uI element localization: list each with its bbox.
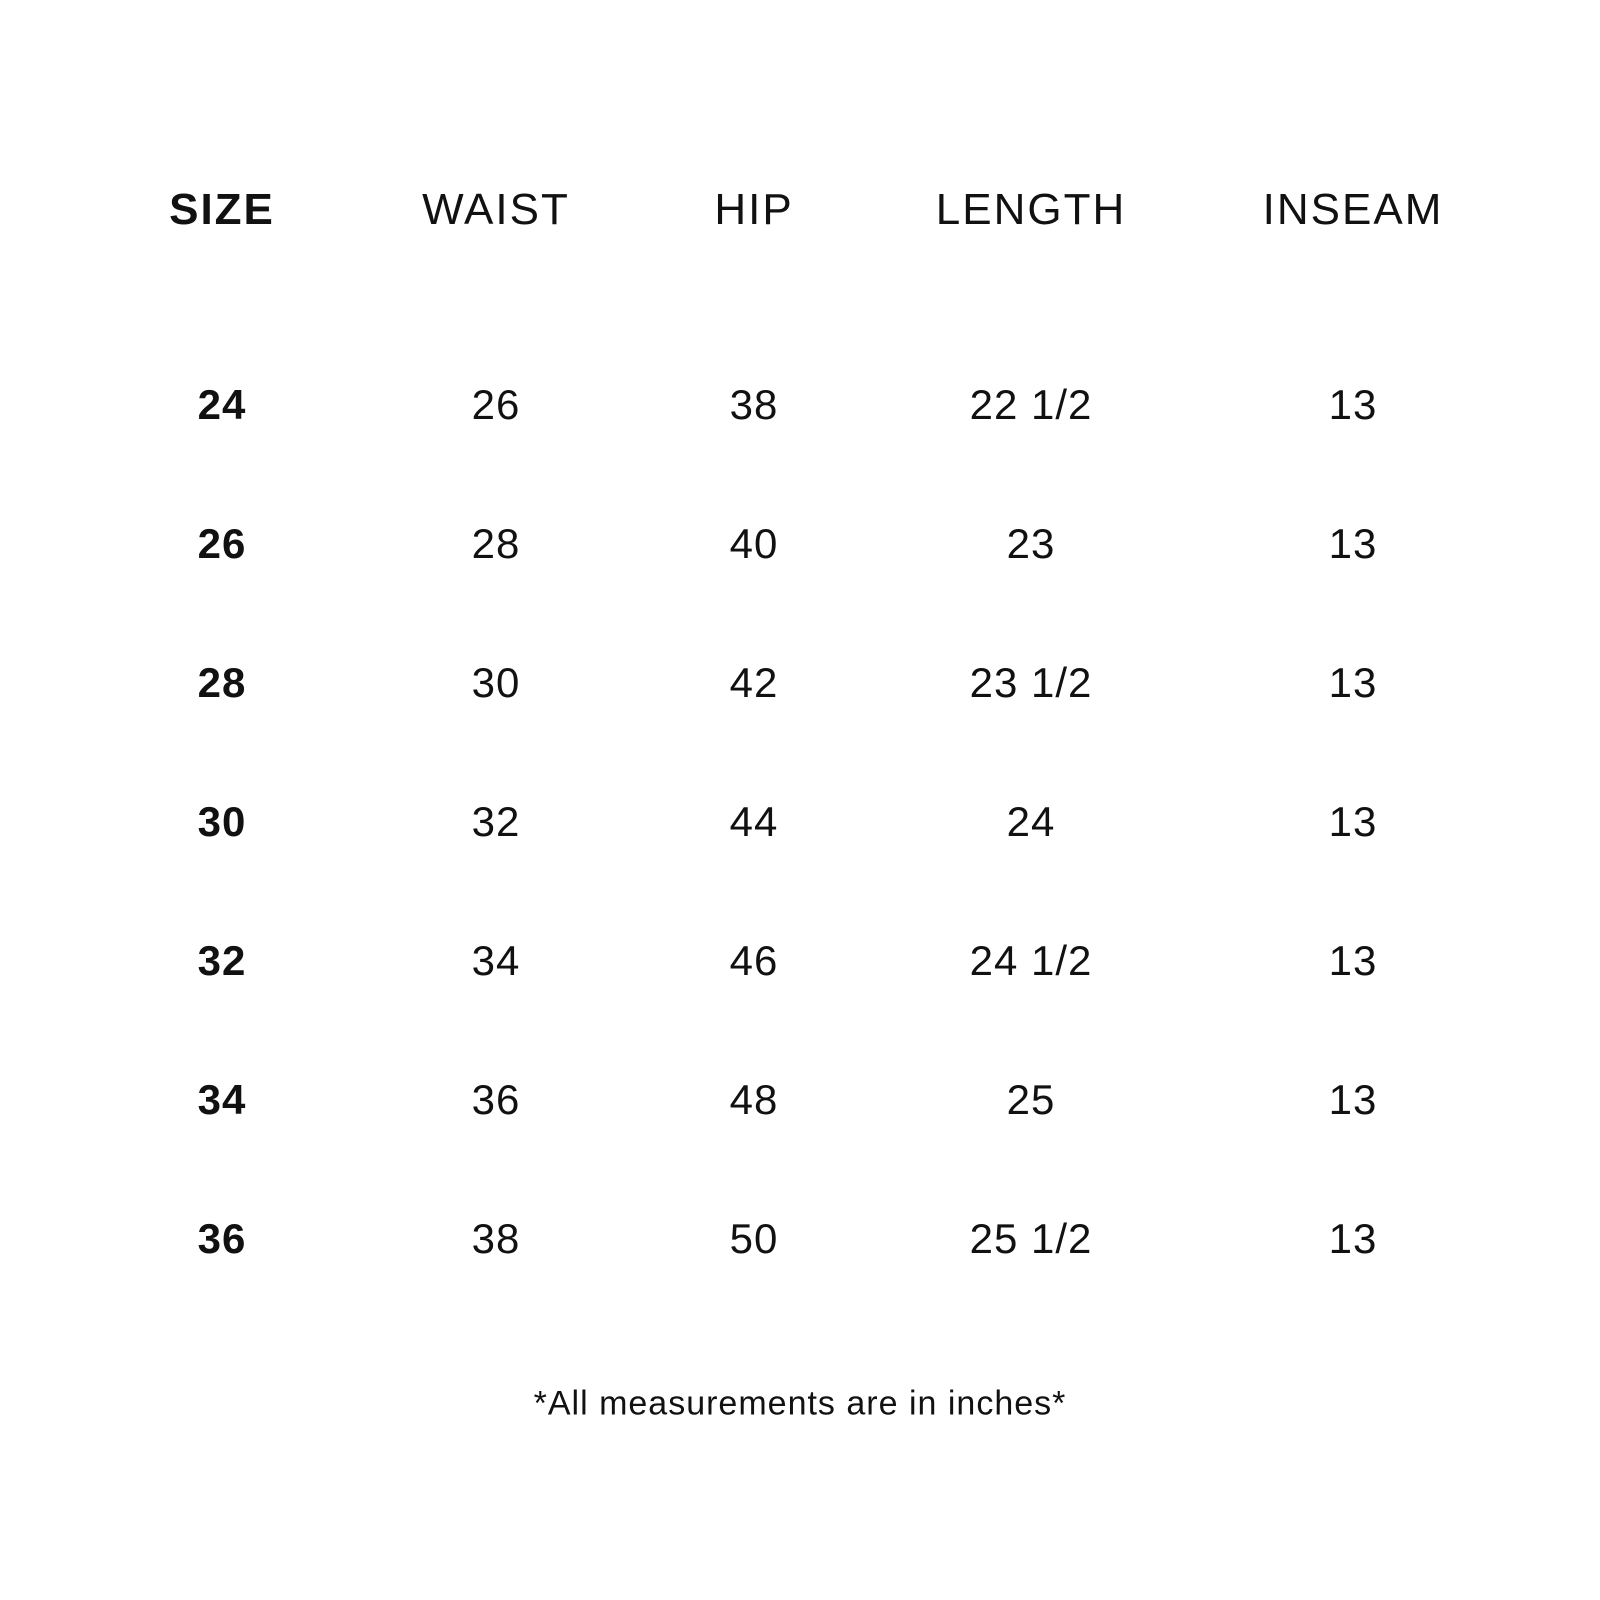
cell-size: 28 [197,659,247,706]
cell-size: 24 [197,381,247,428]
cell-length: 24 [1006,798,1056,845]
cell-waist: 28 [471,520,521,567]
cell-length: 25 1/2 [969,1215,1093,1262]
column-header-waist: WAIST [422,185,570,234]
column-header-length: LENGTH [935,185,1127,234]
cell-hip: 42 [729,659,779,706]
cell-length: 25 [1006,1076,1056,1123]
cell-waist: 26 [471,381,521,428]
cell-hip: 40 [729,520,779,567]
column-header-size: SIZE [169,185,275,234]
cell-waist: 36 [471,1076,521,1123]
cell-waist: 34 [471,937,521,984]
column-header-hip: HIP [714,185,794,234]
cell-hip: 50 [729,1215,779,1262]
cell-size: 36 [197,1215,247,1262]
cell-inseam: 13 [1328,659,1378,706]
cell-length: 23 [1006,520,1056,567]
cell-inseam: 13 [1328,1215,1378,1262]
cell-inseam: 13 [1328,937,1378,984]
cell-hip: 44 [729,798,779,845]
cell-length: 22 1/2 [969,381,1093,428]
cell-inseam: 13 [1328,381,1378,428]
cell-hip: 48 [729,1076,779,1123]
cell-length: 24 1/2 [969,937,1093,984]
cell-waist: 32 [471,798,521,845]
cell-length: 23 1/2 [969,659,1093,706]
cell-size: 26 [197,520,247,567]
measurements-footnote: *All measurements are in inches* [533,1384,1067,1423]
cell-hip: 38 [729,381,779,428]
cell-inseam: 13 [1328,520,1378,567]
cell-size: 30 [197,798,247,845]
cell-hip: 46 [729,937,779,984]
cell-inseam: 13 [1328,798,1378,845]
cell-size: 34 [197,1076,247,1123]
cell-waist: 38 [471,1215,521,1262]
cell-size: 32 [197,937,247,984]
cell-inseam: 13 [1328,1076,1378,1123]
column-header-inseam: INSEAM [1262,185,1444,234]
cell-waist: 30 [471,659,521,706]
